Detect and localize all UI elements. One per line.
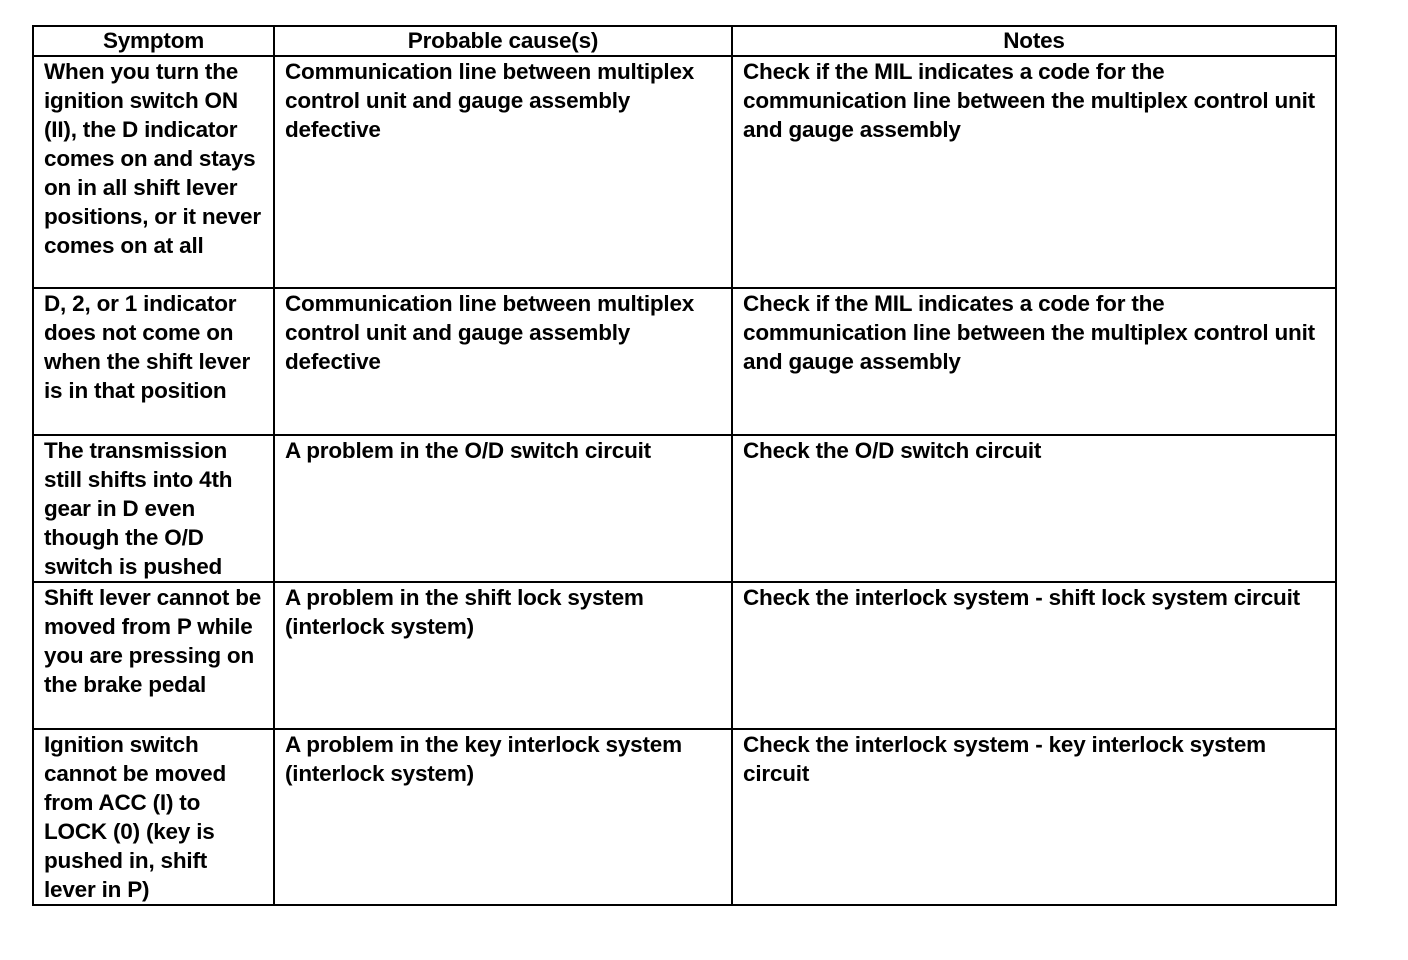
symptom-header: Symptom [33,26,274,56]
troubleshooting-table [32,25,1337,906]
symptom-cell: Ignition switch cannot be moved from ACC (I) to LOCK (0) (key is pushed in, shift lever in P) [33,729,274,905]
table-row [33,288,1336,435]
symptom-cell: D, 2, or 1 indicator does not come on when the shift lever is in that position [33,288,274,435]
table-row [33,435,1336,582]
header-row [33,26,1336,56]
notes-header: Notes [732,26,1336,56]
table-row [33,582,1336,729]
symptom-cell: The transmission still shifts into 4th gear in D even though the O/D switch is pushed [33,435,274,582]
cause-cell: A problem in the O/D switch circuit [274,435,732,582]
cause-cell: Communication line between multiplex control unit and gauge assembly defective [274,56,732,288]
notes-cell: Check if the MIL indicates a code for the communication line between the multiplex control unit and gauge assembly [732,288,1336,435]
notes-cell: Check the O/D switch circuit [732,435,1336,582]
symptom-cell: When you turn the ignition switch ON (II), the D indicator comes on and stays on in all shift lever positions, or it never comes on at all [33,56,274,288]
cause-cell: Communication line between multiplex control unit and gauge assembly defective [274,288,732,435]
table-row [33,56,1336,288]
notes-cell: Check the interlock system - shift lock system circuit [732,582,1336,729]
table-row [33,729,1336,905]
cause-header: Probable cause(s) [274,26,732,56]
notes-cell: Check the interlock system - key interlock system circuit [732,729,1336,905]
symptom-cell: Shift lever cannot be moved from P while you are pressing on the brake pedal [33,582,274,729]
notes-cell: Check if the MIL indicates a code for the communication line between the multiplex control unit and gauge assembly [732,56,1336,288]
cause-cell: A problem in the shift lock system (interlock system) [274,582,732,729]
cause-cell: A problem in the key interlock system (interlock system) [274,729,732,905]
